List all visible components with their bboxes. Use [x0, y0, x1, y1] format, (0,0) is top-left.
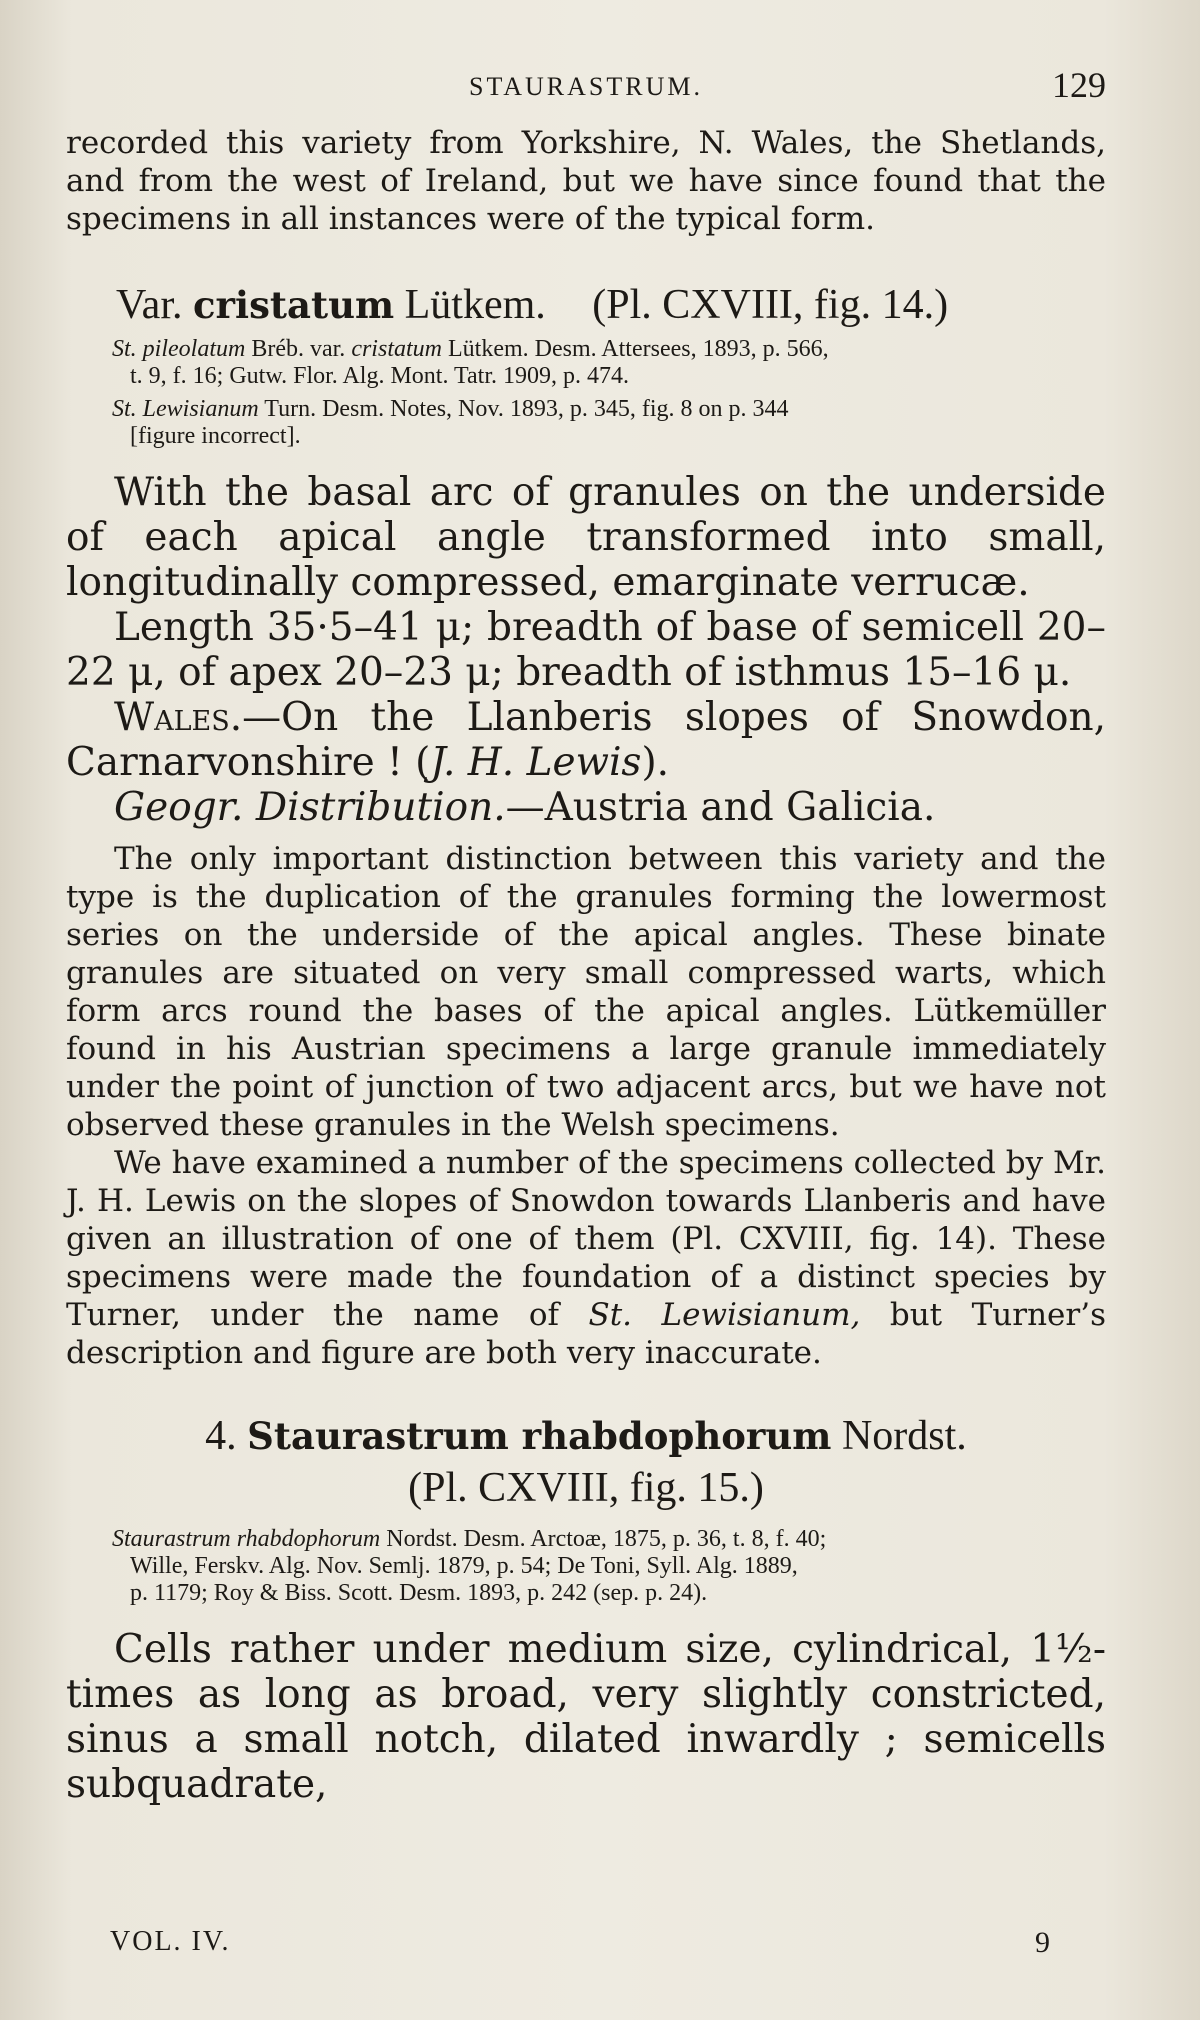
- discussion-taxon: St. Lewisianum,: [588, 1297, 861, 1333]
- species-synonym-line1: Nordst. Desm. Arctoæ, 1875, p. 36, t. 8, f. 40;: [386, 1526, 827, 1552]
- synonym-entry: [66, 336, 1106, 390]
- text-column: [66, 64, 1106, 1807]
- discussion-text: We have examined a number of the specimens collected by Mr. J. H. Lewis on the slopes of Snowdon towards Llanberis and have given an illustration of one of them (Pl. CXVIII, fig. 14). These specimens were made the foundation of a distinct species by Turner, under the name of: [66, 1145, 1106, 1333]
- locality-text: .—On the Llanberis slopes of Snowdon, Carnarvonshire ! (: [66, 695, 1106, 785]
- variety-plate-ref: (Pl. CXVIII, fig. 14.): [592, 282, 949, 328]
- discussion-text-end: but Turner’s description and figure are both very inaccurate.: [66, 1297, 1106, 1371]
- variety-distribution: [66, 785, 1106, 830]
- synonym-name: St. pileolatum: [112, 336, 246, 362]
- synonym-entry: [66, 396, 1106, 450]
- variety-heading: [66, 280, 1106, 330]
- synonym-citation-line2: [figure incorrect].: [130, 423, 301, 449]
- species-description: Cells rather under medium size, cylindrical, 1½-times as long as broad, very slightly constricted, sinus a small notch, dilated inwardly ; semicells subquadrate,: [66, 1627, 1106, 1807]
- synonym-citation: Bréb. var.: [251, 336, 346, 362]
- species-synonym-name: Staurastrum rhabdophorum: [112, 1526, 381, 1552]
- variety-prefix: Var.: [116, 282, 183, 328]
- variety-locality: [66, 695, 1106, 785]
- synonym-citation-line2: t. 9, f. 16; Gutw. Flor. Alg. Mont. Tatr. 1909, p. 474.: [130, 363, 630, 389]
- locality-close: ).: [641, 740, 670, 785]
- page-number: 129: [1052, 65, 1106, 105]
- species-author: Nordst.: [841, 1413, 967, 1459]
- signature-mark: 9: [1035, 1926, 1050, 1959]
- synonym-name: St. Lewisianum: [112, 396, 259, 422]
- species-name: Staurastrum rhabdophorum: [247, 1414, 832, 1458]
- variety-discussion: [66, 1144, 1106, 1372]
- locality-collector: J. H. Lewis: [430, 740, 642, 785]
- species-synonym-line2: Wille, Ferskv. Alg. Nov. Semlj. 1879, p. 54; De Toni, Syll. Alg. 1889,: [130, 1553, 798, 1579]
- species-plate-ref: (Pl. CXVIII, fig. 15.): [408, 1465, 764, 1511]
- intro-paragraph: recorded this variety from Yorkshire, N. Wales, the Shetlands, and from the west of Ireland, but we have since found that the specimens in all instances were of the typical form.: [66, 125, 1106, 237]
- synonym-citation: Turn. Desm. Notes, Nov. 1893, p. 345, fig. 8 on p. 344: [264, 396, 789, 422]
- variety-measurements: Length 35·5–41 μ; breadth of base of semicell 20–22 μ, of apex 20–23 μ; breadth of isthmus 15–16 μ.: [66, 605, 1106, 695]
- variety-description: With the basal arc of granules on the underside of each apical angle transformed into small, longitudinally compressed, emarginate verrucæ.: [66, 470, 1106, 605]
- variety-author: Lütkem.: [404, 282, 546, 328]
- distribution-label: Geogr. Distribution.: [114, 785, 506, 830]
- species-synonym-line3: p. 1179; Roy & Biss. Scott. Desm. 1893, p. 242 (sep. p. 24).: [130, 1580, 708, 1606]
- variety-discussion: The only important distinction between this variety and the type is the duplication of the granules forming the lowermost series on the underside of the apical angles. These binate granules are situated on very small compressed warts, which form arcs round the bases of the apical angles. Lütkemüller found in his Austrian specimens a large granule immediately under the point of junction of two adjacent arcs, but we have not observed these granules in the Welsh specimens.: [66, 841, 1106, 1143]
- distribution-text: —Austria and Galicia.: [505, 785, 936, 830]
- locality-region: Wales: [114, 695, 230, 740]
- species-number: 4.: [205, 1413, 237, 1459]
- page-header: [66, 64, 1106, 124]
- running-head: STAURASTRUM.: [468, 72, 703, 101]
- synonym-epithet: cristatum: [351, 336, 442, 362]
- variety-name: cristatum: [193, 283, 395, 327]
- synonym-citation-rest: Lütkem. Desm. Attersees, 1893, p. 566,: [447, 336, 829, 362]
- volume-label: VOL. IV.: [110, 1926, 231, 1957]
- species-heading: [66, 1410, 1106, 1514]
- species-synonymy: [66, 1526, 1106, 1607]
